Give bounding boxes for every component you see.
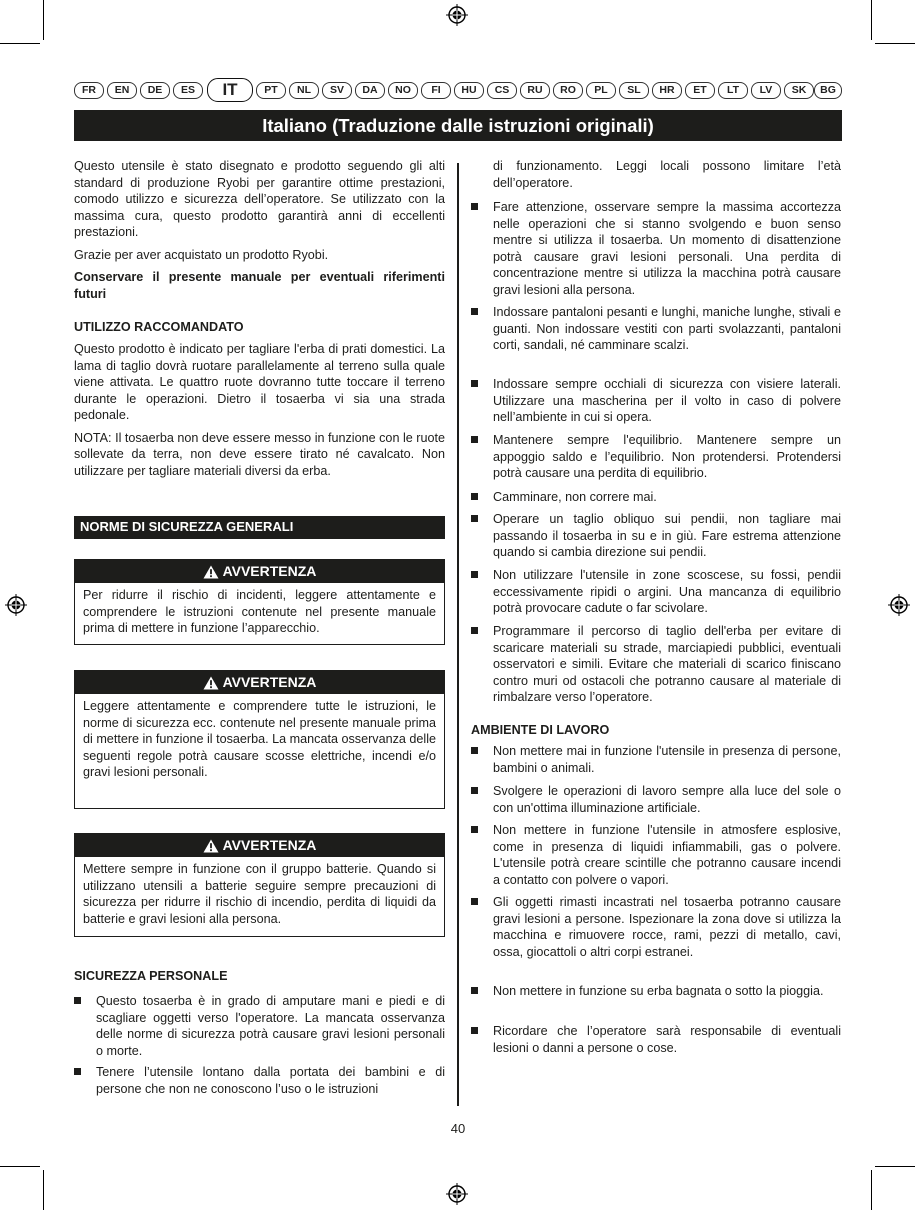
list-item [471,489,841,507]
bullet-icon [74,1068,81,1075]
bullet-icon [471,436,478,443]
list-item [471,567,841,619]
list-item-text: Non mettere mai in funzione l'utensile in presenza di persone, bambini o animali. [493,744,841,775]
language-tabs [74,79,842,101]
intro-thanks: Grazie per aver acquistato un prodotto Ryobi. [74,247,329,262]
lang-tab[interactable]: SL [619,82,649,99]
lang-tab[interactable]: RO [553,82,583,99]
list-item [471,623,841,707]
crop-mark [875,1166,915,1167]
crop-mark [871,0,872,40]
column-divider [457,163,459,1106]
lang-tab[interactable]: FI [421,82,451,99]
lang-tab[interactable]: EN [107,82,137,99]
registration-mark-icon [446,1183,468,1205]
warning-box [74,833,445,937]
list-item [471,304,841,372]
bullet-icon [471,203,478,210]
list-item-text: Tenere l’utensile lontano dalla portata dei bambini e di persone che non ne conoscono l’uso o le istruzioni [96,1065,445,1096]
warning-triangle-icon [203,839,219,853]
list-item [471,376,841,428]
recommended-use-paragraph: Questo prodotto è indicato per tagliare l'erba di prati domestici. La lama di taglio dovrà ruotare parallelamente al terreno sulla quale viene attivata. Le quattro ruote dovranno tutte toccare il terreno durante le operazioni. Dietro il tosaerba vi sia una strada pedonale. [74,342,445,422]
list-item [471,894,841,978]
warning-box [74,670,445,809]
lang-tab[interactable]: NO [388,82,418,99]
registration-mark-icon [888,594,910,616]
list-item-text: di funzionamento. Leggi locali possono limitare l’età dell’operatore. [493,159,841,190]
list-item [74,993,445,1063]
warning-header [75,671,444,694]
bullet-icon [471,380,478,387]
lang-tab[interactable]: SK [784,82,814,99]
list-item [74,1064,445,1100]
list-item-continuation [471,158,841,194]
list-item [471,822,841,890]
crop-mark [875,43,915,44]
warning-label: AVVERTENZA [222,563,317,579]
warning-header [75,560,444,583]
bullet-icon [471,515,478,522]
lang-tab[interactable]: HR [652,82,682,99]
lang-tab[interactable]: PL [586,82,616,99]
crop-mark [0,43,40,44]
registration-mark-icon [446,4,468,26]
registration-mark-icon [5,594,27,616]
lang-tab-active[interactable]: IT [207,78,253,102]
list-item-text: Indossare pantaloni pesanti e lunghi, maniche lunghe, stivali e guanti. Non indossare vestiti con parti svolazzanti, pantaloni corti, sandali, né camminare scalzi. [493,305,841,352]
work-area-heading: AMBIENTE DI LAVORO [471,723,610,737]
list-item-text: Non utilizzare l'utensile in zone scoscese, su fossi, pendii eccessivamente ripidi o argini. Una mancanza di equilibrio potrà provocare cadute o far scivolare. [493,568,841,615]
lang-tab[interactable]: SV [322,82,352,99]
lang-tab[interactable]: NL [289,82,319,99]
lang-tab[interactable]: CS [487,82,517,99]
list-item [471,432,841,484]
intro-keep-manual: Conservare il presente manuale per eventuali riferimenti futuri [74,270,445,301]
recommended-use-note: NOTA: Il tosaerba non deve essere messo in funzione con le ruote sollevate da terra, non deve essere tirato né cavalcato. Non utilizzare per tagliare materiali diversi da erba. [74,430,445,478]
list-item [471,783,841,819]
lang-tab[interactable]: DA [355,82,385,99]
lang-tab[interactable]: FR [74,82,104,99]
crop-mark [43,1170,44,1210]
lang-tab[interactable]: LV [751,82,781,99]
list-item-text: Gli oggetti rimasti incastrati nel tosaerba potranno causare gravi lesioni a persone. Ispezionare la zona dove si utilizza la macchina e rimuovere rocce, rami, pezzi di metallo, cavi, ossa, giocattoli o altri corpi estranei. [493,895,841,959]
list-item-text: Questo tosaerba è in grado di amputare mani e piedi e di scagliare oggetti verso l'operatore. La mancata osservanza delle norme di sicurezza potrà causare gravi lesioni personali o morte. [96,994,445,1058]
warning-label: AVVERTENZA [222,674,317,690]
recommended-use-section [74,341,445,479]
recommended-use-heading: UTILIZZO RACCOMANDATO [74,320,244,334]
lang-tab[interactable]: RU [520,82,550,99]
bullet-icon [471,987,478,994]
list-item-text: Operare un taglio obliquo sui pendii, non tagliare mai passando il tosaerba in su e in giù. Fare estrema attenzione quando si cambia direzione sui pendii. [493,512,841,559]
warning-header [75,834,444,857]
bullet-icon [471,493,478,500]
crop-mark [0,1166,40,1167]
list-item-text: Ricordare che l’operatore sarà responsabile di eventuali lesioni o danni a persone o cose. [493,1024,841,1055]
list-item-text: Non mettere in funzione l'utensile in atmosfere esplosive, come in presenza di liquidi infiammabili, gas o polvere. L'utensile potrà creare scintille che potranno causare incendi a contatto con polvere o vapori. [493,823,841,887]
list-item-text: Camminare, non correre mai. [493,490,657,504]
intro-paragraph: Questo utensile è stato disegnato e prodotto seguendo gli alti standard di produzione Ryobi per garantire ottime prestazioni, comodo utilizzo e sicurezza dell’operatore. Se utilizzato con la massima cura, questo prodotto garantirà anni di eccellenti prestazioni. [74,159,445,239]
warning-triangle-icon [203,676,219,690]
lang-tab[interactable]: PT [256,82,286,99]
warning-label: AVVERTENZA [222,837,317,853]
bullet-icon [74,997,81,1004]
warning-text: Leggere attentamente e comprendere tutte le istruzioni, le norme di sicurezza ecc. contenute nel presente manuale prima di mettere in funzione il tosaerba. La mancata osservanza delle seguenti regole potrà causare scosse elettriche, incendi e/o gravi lesioni personali. [83,699,436,779]
list-item [471,511,841,563]
crop-mark [43,0,44,40]
bullet-icon [471,747,478,754]
list-item-text: Programmare il percorso di taglio dell'erba per evitare di scaricare materiali su strade, marciapiedi pubblici, eventuali osservatori e simili. Evitare che materiali di scarico finiscano contro muri od ostacoli che potranno causare al materiale di rimbalzare verso l’operatore. [493,624,841,704]
list-item-text: Mantenere sempre l'equilibrio. Mantenere sempre un appoggio saldo e l’equilibrio. Non protendersi. Protendersi potrà causare una perdita di equilibrio. [493,433,841,480]
list-item-text: Indossare sempre occhiali di sicurezza con visiere laterali. Utilizzare una mascherina per il volto in caso di polvere nell’ambiente in cui si opera. [493,377,841,424]
warning-text: Per ridurre il rischio di incidenti, leggere attentamente e comprendere le istruzioni contenute nel presente manuale prima di mettere in funzione l’apparecchio. [83,588,436,635]
page-title: Italiano (Traduzione dalle istruzioni originali) [74,110,842,141]
list-item [471,743,841,779]
list-item [471,1023,841,1059]
list-item [471,983,841,1019]
bullet-icon [471,898,478,905]
bullet-icon [471,308,478,315]
list-item-text: Fare attenzione, osservare sempre la massima accortezza nelle operazioni che si stanno svolgendo e buon senso mentre si utilizza il tosaerba. Un momento di disattenzione potrà causare gravi lesioni personali. Una perdita di concentrazione mentre si utilizza la macchina potrà causare gravi lesioni alla persona. [493,200,841,297]
crop-mark [871,1170,872,1210]
warning-box [74,559,445,645]
bullet-icon [471,571,478,578]
general-safety-heading: NORME DI SICUREZZA GENERALI [74,516,445,539]
intro-section [74,158,445,302]
warning-triangle-icon [203,565,219,579]
lang-tab[interactable]: ET [685,82,715,99]
bullet-icon [471,826,478,833]
list-item-text: Svolgere le operazioni di lavoro sempre alla luce del sole o con un'ottima illuminazione artificiale. [493,784,841,815]
list-item [471,199,841,299]
bullet-icon [471,627,478,634]
list-item-text: Non mettere in funzione su erba bagnata o sotto la pioggia. [493,984,824,998]
bullet-icon [471,1027,478,1034]
lang-tab[interactable]: BG [814,82,842,99]
lang-tab[interactable]: DE [140,82,170,99]
warning-text: Mettere sempre in funzione con il gruppo batterie. Quando si utilizzano utensili a batterie seguire sempre precauzioni di sicurezza per ridurre il rischio di incendio, perdita di liquidi da batterie e gravi lesioni alla persona. [83,862,436,926]
personal-safety-heading: SICUREZZA PERSONALE [74,969,228,983]
lang-tab[interactable]: ES [173,82,203,99]
bullet-icon [471,787,478,794]
lang-tab[interactable]: HU [454,82,484,99]
page-number: 40 [450,1121,466,1136]
lang-tab[interactable]: LT [718,82,748,99]
